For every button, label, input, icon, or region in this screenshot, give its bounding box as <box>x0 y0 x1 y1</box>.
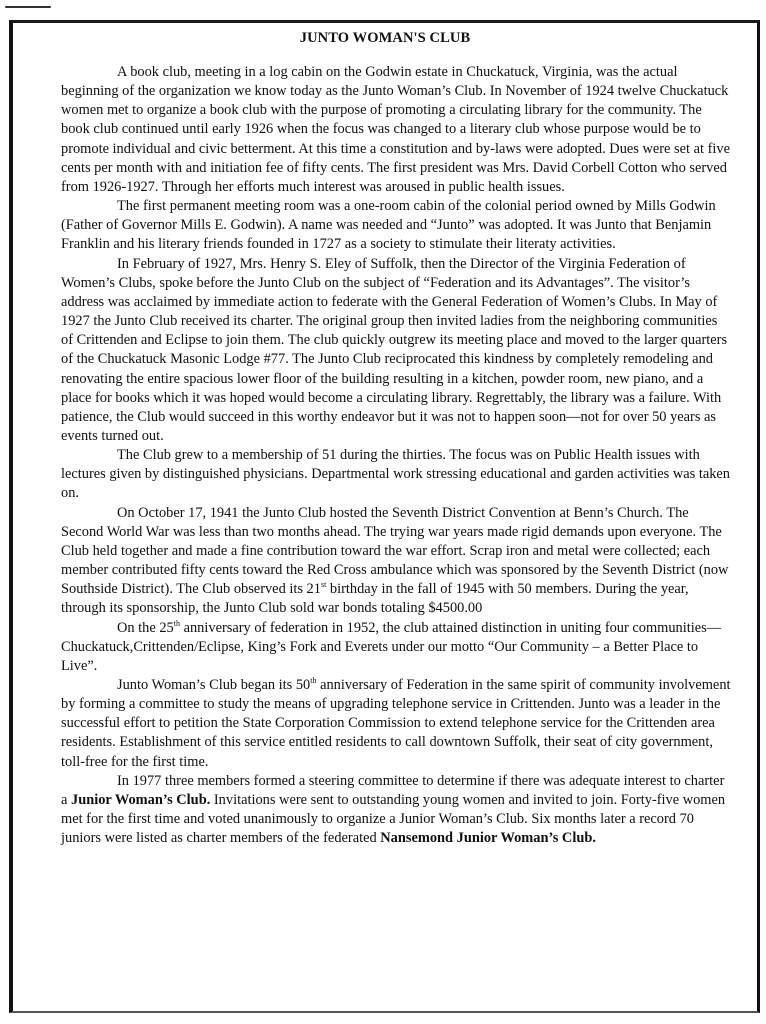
paragraph-junior-club <box>61 772 731 849</box>
paragraph-text: Junto Woman’s Club began its 50 <box>117 677 311 693</box>
ordinal-suffix: th <box>310 676 317 685</box>
document-body <box>61 63 731 848</box>
paragraph-25th-anniversary <box>61 619 731 676</box>
paragraph-text: Invitations were sent to outstanding young women and invited to join. Forty-five women met for the first time and voted unanimously to organize a Junior Woman’s Club. Six months later a record 70 juniors were listed as charter members of the federated <box>61 791 726 847</box>
bold-junior-womans-club: Junior Woman’s Club. <box>71 791 211 808</box>
paragraph-text: On the 25 <box>117 619 174 636</box>
paragraph-text: On October 17, 1941 the Junto Club hosted the Seventh District Convention at Benn’s Church. The Second World War was less than two months ahead. The trying war years made rigid demands upon everyone. The Club held together and made a fine contribution toward the war effort. Scrap iron and metal were collected; each member contributed fifty cents toward the Red Cross ambulance which was sponsored by the Seventh District (now Southside District). The Club observed its 21 <box>61 504 729 598</box>
ordinal-suffix: st <box>320 580 327 590</box>
bold-nansemond-junior-womans-club: Nansemond Junior Woman’s Club. <box>380 830 596 847</box>
paragraph-origins: A book club, meeting in a log cabin on the Godwin estate in Chuckatuck, Virginia, was the actual beginning of the organization we know today as the Junto Woman’s Club. In November of 1924 twelve Chuckatuck women met to organize a book club with the purpose of promoting a circulating library for the community. The book club continued until early 1926 when the focus was changed to a literary club whose purpose would be to promote individual and civic betterment. At this time a constitution and by-laws were adopted. Dues were set at five cents per month with and initiation fee of fifty cents. The first president was Mrs. David Corbell Cotton who served from 1926-1927. Through her efforts much interest was aroused in public health issues. <box>61 64 730 195</box>
paragraph-war-years <box>61 504 731 619</box>
paragraph-50th-anniversary <box>61 676 731 772</box>
document-border-frame <box>9 20 760 1013</box>
paragraph-text: anniversary of Federation in the same spirit of community involvement by forming a committee to study the means of upgrading telephone service in Crittenden. Junto was a leader in the successful effort to petition the State Corporation Commission to extend telephone service for the Crittenden area residents. Establishment of this service entitled residents to call downtown Suffolk, their seat of city government, toll-free for the first time. <box>61 677 731 770</box>
ordinal-suffix: th <box>173 618 180 628</box>
paragraph-text: birthday in the fall of 1945 with 50 members. During the year, through its sponsorship, the Junto Club sold war bonds totaling $4500.00 <box>61 581 689 617</box>
paragraph-text: In 1977 three members formed a steering committee to determine if there was adequate interest to charter a <box>61 772 725 808</box>
paragraph-thirties: The Club grew to a membership of 51 during the thirties. The focus was on Public Health issues with lectures given by distinguished physicians. Departmental work stressing educational and garden activities was taken on. <box>61 447 730 502</box>
paragraph-naming: The first permanent meeting room was a one-room cabin of the colonial period owned by Mills Godwin (Father of Governor Mills E. Godwin). A name was needed and “Junto” was adopted. It was Junto that Benjamin Franklin and his literary friends founded in 1727 as a society to stimulate their literaty activities. <box>61 198 716 253</box>
document-title: JUNTO WOMAN'S CLUB <box>299 30 471 46</box>
stray-pen-mark <box>5 6 51 8</box>
paragraph-text: anniversary of federation in 1952, the club attained distinction in uniting four communities—Chuckatuck,Crittenden/Eclipse, King’s Fork and Everets under our motto “Our Community – a Better Place to Live”. <box>61 619 722 674</box>
paragraph-federation: In February of 1927, Mrs. Henry S. Eley of Suffolk, then the Director of the Virginia Federation of Women’s Clubs, spoke before the Junto Club on the subject of “Federation and its Advantages”. The visitor’s address was acclaimed by immediate action to federate with the General Federation of Women’s Clubs. In May of 1927 the Junto Club received its charter. The original group then invited ladies from the neighboring communities of Crittenden and Eclipse to join them. The club quickly outgrew its meeting place and moved to the larger quarters of the Chuckatuck Masonic Lodge #77. The Junto Club reciprocated this kindness by completely remodeling and renovating the entire spacious lower floor of the building resulting in a kitchen, powder room, new piano, and a place for books which it was hoped would become a circulating library. Regrettably, the library was a failure. With patience, the Club would succeed in this worthy endeavor but it was not to happen soon—not for over 50 years as events turned out. <box>61 255 728 444</box>
